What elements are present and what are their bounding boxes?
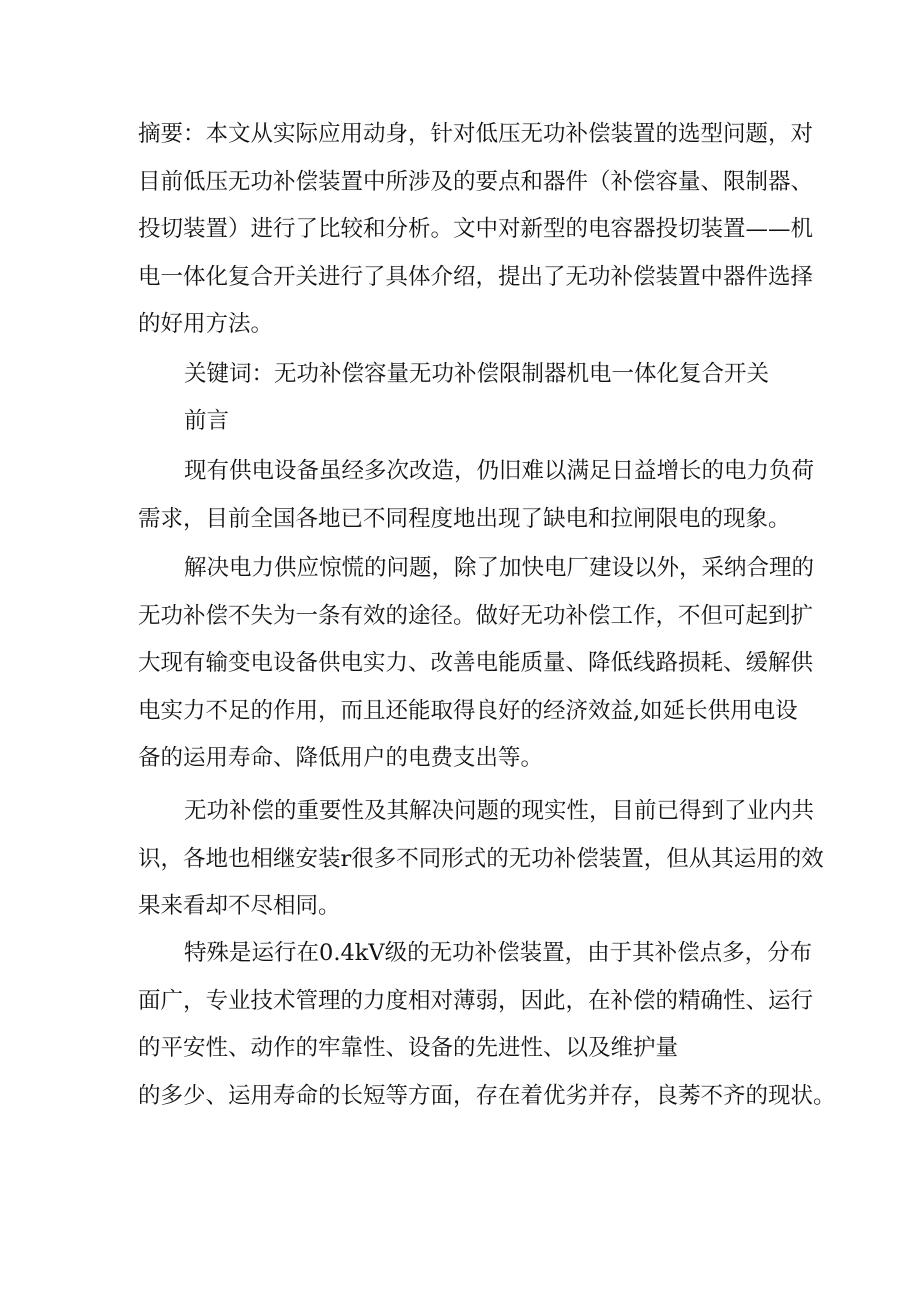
paragraph-line: 果来看却不尽相同。 — [138, 893, 341, 919]
paragraph-line: 需求，目前全国各地已不同程度地出现了缺电和拉闸限电的现象。 — [138, 505, 791, 532]
paragraph-line: 识，各地也相继安装r很多不同形式的无功补偿装置，但从其运用的效 — [138, 845, 824, 872]
paragraph-line: 的多少、运用寿命的长短等方面，存在着优劣并存，良莠不齐的现状。 — [138, 1082, 836, 1109]
paragraph-4 — [138, 930, 836, 1120]
paragraph-line: 解决电力供应惊慌的问题，除了加快电厂建设以外，采纳合理的 — [184, 555, 815, 581]
keywords-line: 关键词：无功补偿容量无功补偿限制器机电一体化复合开关 — [184, 361, 770, 387]
paragraph-2 — [138, 545, 815, 783]
paragraph-line: 电实力不足的作用，而且还能取得良好的经济效益,如延长供用电设 — [138, 697, 798, 724]
paragraph-line: 特殊是运行在0.4kV级的无功补偿装置，由于其补偿点多，分布 — [184, 940, 813, 966]
paragraph-line: 无功补偿的重要性及其解决问题的现实性，目前已得到了业内共 — [184, 798, 815, 824]
abstract-line: 摘要：本文从实际应用动身，针对低压无功补偿装置的选型问题，对 — [138, 121, 814, 147]
paragraph-line: 备的运用寿命、降低用户的电费支出等。 — [138, 745, 544, 771]
paragraph-line: 无功补偿不失为一条有效的途径。做好无功补偿工作，不但可起到扩 — [138, 602, 814, 629]
keywords — [138, 351, 788, 399]
paragraph-line: 现有供电设备虽经多次改造，仍旧难以满足日益增长的电力负荷 — [184, 458, 815, 484]
abstract-line: 电一体化复合开关进行了具体介绍，提出了无功补偿装置中器件选择 — [138, 263, 814, 290]
abstract-line: 目前低压无功补偿装置中所涉及的要点和器件（补偿容量、限制器、 — [138, 168, 814, 195]
abstract — [138, 111, 814, 349]
paragraph-line: 面广，专业技术管理的力度相对薄弱，因此，在补偿的精确性、运行 — [138, 987, 814, 1014]
paragraph-line: 的平安性、动作的牢靠性、设备的先进性、以及维护量 — [138, 1035, 679, 1061]
paragraph-3 — [138, 788, 824, 931]
preface-heading — [138, 398, 788, 446]
preface-heading-text: 前言 — [184, 408, 230, 434]
paragraph-1 — [138, 448, 815, 543]
abstract-line: 投切装置）进行了比较和分析。文中对新型的电容器投切装置——机 — [138, 216, 814, 242]
abstract-line: 的好用方法。 — [138, 311, 274, 337]
paragraph-line: 大现有输变电设备供电实力、改善电能质量、降低线路损耗、缓解供 — [138, 650, 814, 676]
